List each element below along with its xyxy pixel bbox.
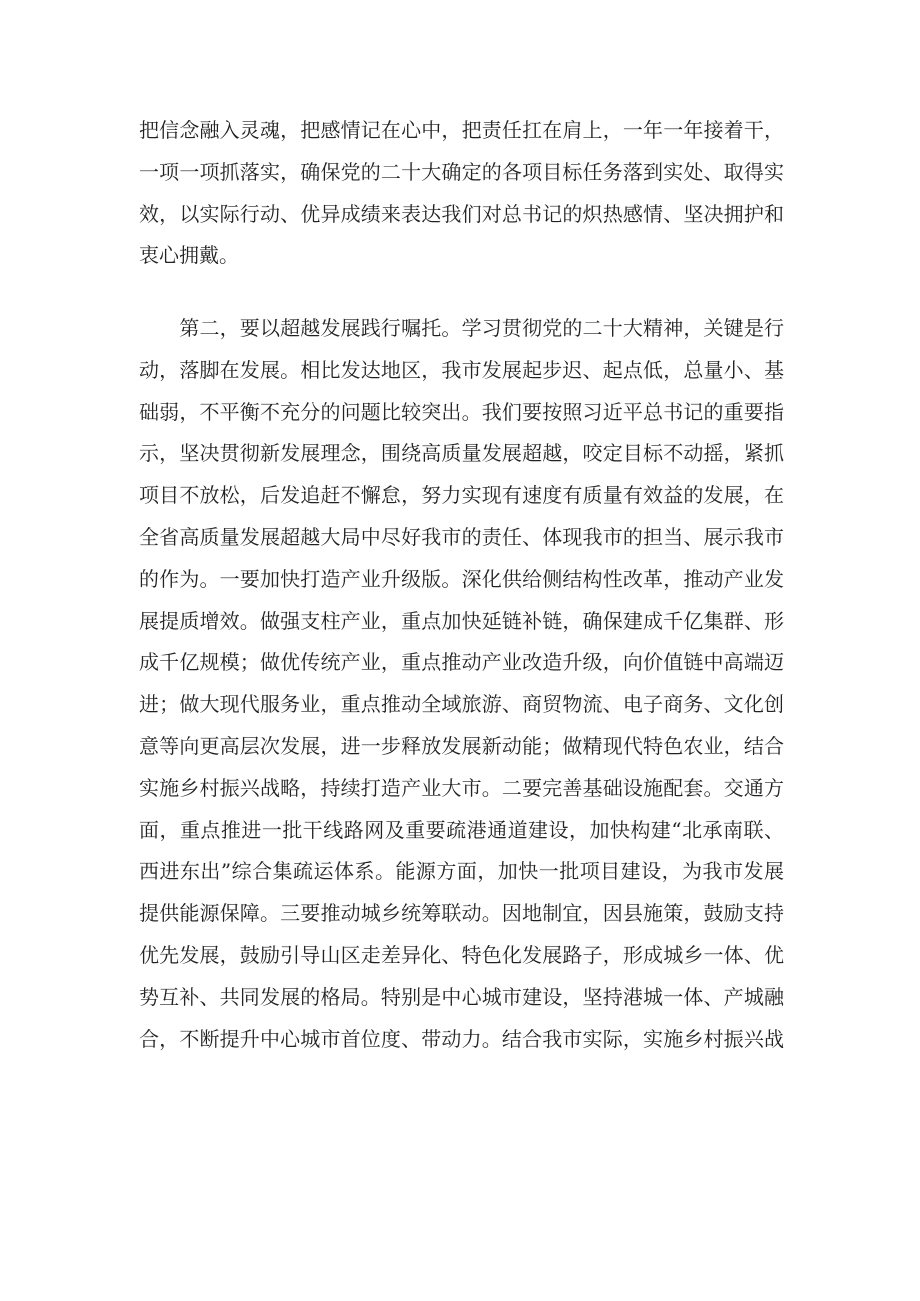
paragraph-1-line: 把信念融入灵魂，把感情记在心中，把责任扛在肩上，一年一年接着干，: [139, 118, 784, 142]
paragraph-2-line: 进；做大现代服务业，重点推动全域旅游、商贸物流、电子商务、文化创: [139, 692, 784, 717]
paragraph-2-line: 全省高质量发展超越大局中尽好我市的责任、体现我市的担当、展示我市: [139, 524, 784, 549]
paragraph-2-line: 面，重点推进一批干线路网及重要疏港通道建设，加快构建“北承南联、: [139, 817, 784, 842]
paragraph-2-line: 础弱，不平衡不充分的问题比较突出。我们要按照习近平总书记的重要指: [139, 399, 784, 424]
paragraph-1-line: 一项一项抓落实，确保党的二十大确定的各项目标任务落到实处、取得实: [139, 159, 784, 184]
paragraph-2-line: 示，坚决贯彻新发展理念，围绕高质量发展超越，咬定目标不动摇，紧抓: [139, 441, 784, 466]
paragraph-2-line: 优先发展，鼓励引导山区走差异化、特色化发展路子，形成城乡一体、优: [139, 942, 784, 967]
paragraph-1-line: 衷心拥戴。: [139, 243, 239, 268]
paragraph-2-line: 项目不放松，后发追赶不懈怠，努力实现有速度有质量有效益的发展，在: [139, 483, 784, 508]
paragraph-2-line: 提供能源保障。三要推动城乡统筹联动。因地制宜，因县施策，鼓励支持: [139, 901, 784, 926]
paragraph-2-line: 展提质增效。做强支柱产业，重点加快延链补链，确保建成千亿集群、形: [139, 608, 784, 633]
paragraph-1: [139, 110, 784, 277]
paragraph-2-line: 势互补、共同发展的格局。特别是中心城市建设，坚持港城一体、产城融: [139, 984, 784, 1009]
paragraph-2: [139, 308, 784, 1060]
paragraph-2-line: 的作为。一要加快打造产业升级版。深化供给侧结构性改革，推动产业发: [139, 566, 784, 591]
paragraph-2-line: 合，不断提升中心城市首位度、带动力。结合我市实际，实施乡村振兴战: [139, 1026, 784, 1051]
paragraph-2-line: 西进东出”综合集疏运体系。能源方面，加快一批项目建设，为我市发展: [139, 859, 784, 884]
paragraph-2-line: 实施乡村振兴战略，持续打造产业大市。二要完善基础设施配套。交通方: [139, 775, 784, 800]
paragraph-2-line: 第二，要以超越发展践行嘱托。学习贯彻党的二十大精神，关键是行: [139, 316, 784, 340]
paragraph-2-line: 动，落脚在发展。相比发达地区，我市发展起步迟、起点低，总量小、基: [139, 357, 784, 382]
paragraph-2-line: 意等向更高层次发展，进一步释放发展新动能；做精现代特色农业，结合: [139, 733, 784, 758]
paragraph-2-line: 成千亿规模；做优传统产业，重点推动产业改造升级，向价值链中高端迈: [139, 650, 784, 675]
paragraph-1-line: 效，以实际行动、优异成绩来表达我们对总书记的炽热感情、坚决拥护和: [139, 201, 784, 226]
